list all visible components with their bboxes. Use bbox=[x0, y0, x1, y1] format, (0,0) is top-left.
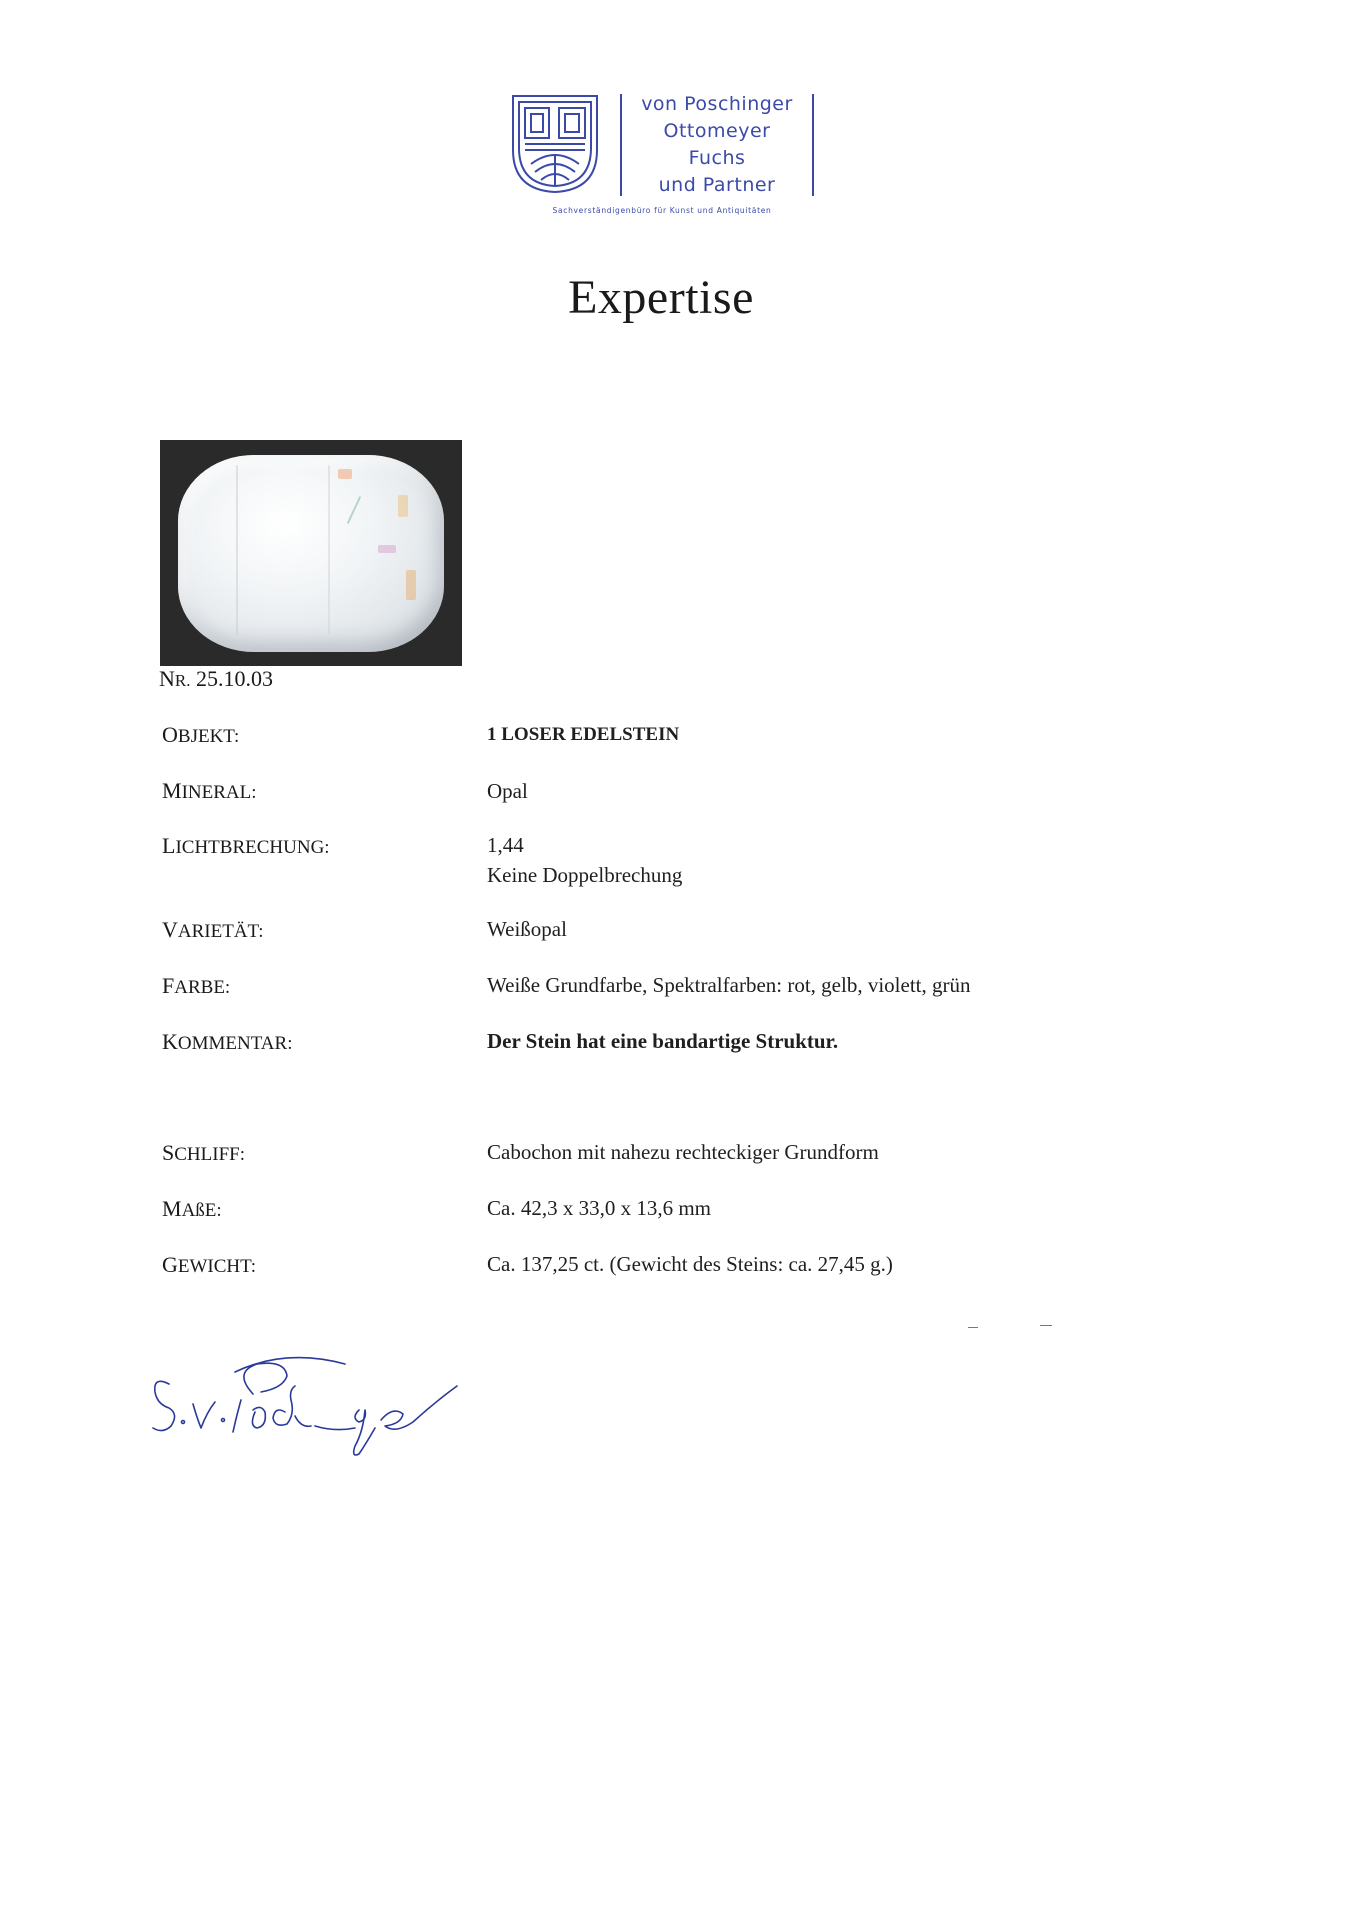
opal-stone bbox=[178, 455, 444, 652]
firm-tagline: Sachverständigenbüro für Kunst und Antiquitäten bbox=[552, 206, 772, 215]
value-kommentar: Der Stein hat eine bandartige Struktur. bbox=[487, 1029, 839, 1053]
band-line bbox=[328, 465, 330, 635]
value-line: Keine Doppelbrechung bbox=[487, 863, 683, 887]
value-farbe: Weiße Grundfarbe, Spektralfarben: rot, gelb, violett, grün bbox=[487, 973, 971, 997]
label-cap: K bbox=[162, 1029, 178, 1054]
play-of-color-spot bbox=[338, 469, 352, 479]
value-mineral: Opal bbox=[487, 779, 528, 803]
label-masse bbox=[162, 1196, 222, 1222]
number-prefix-cap: N bbox=[159, 666, 175, 691]
label-rest: OMMENTAR: bbox=[177, 1033, 293, 1054]
value-objekt: 1 LOSER EDELSTEIN bbox=[487, 724, 680, 745]
band-line bbox=[236, 465, 238, 635]
firm-line-1: von Poschinger bbox=[641, 93, 793, 115]
pofp-monogram-shield-icon bbox=[511, 94, 599, 194]
opal-cabochon-photo bbox=[160, 440, 462, 666]
label-lichtbrechung bbox=[162, 833, 330, 859]
value-varietaet: Weißopal bbox=[487, 917, 567, 941]
label-objekt bbox=[162, 722, 239, 748]
value-gewicht: Ca. 137,25 ct. (Gewicht des Steins: ca. 27,45 g.) bbox=[487, 1252, 893, 1276]
value-schliff: Cabochon mit nahezu rechteckiger Grundform bbox=[487, 1140, 879, 1164]
play-of-color-spot bbox=[398, 495, 408, 517]
label-rest: ARIETÄT: bbox=[177, 921, 264, 942]
value-line: 1,44 bbox=[487, 833, 524, 857]
label-rest: ARBE: bbox=[174, 977, 231, 998]
play-of-color-spot bbox=[406, 570, 416, 600]
label-cap: V bbox=[162, 917, 178, 942]
firm-logo bbox=[508, 94, 816, 224]
firm-line-4: und Partner bbox=[658, 174, 776, 196]
label-cap: M bbox=[162, 1196, 182, 1221]
value-lichtbrechung bbox=[487, 830, 682, 890]
label-rest: EWICHT: bbox=[177, 1256, 257, 1277]
label-cap: M bbox=[162, 778, 182, 803]
number-value: 25.10.03 bbox=[195, 666, 273, 691]
label-rest: ICHTBRECHUNG: bbox=[175, 837, 330, 858]
handwritten-signature bbox=[145, 1342, 525, 1472]
document-title: Expertise bbox=[568, 271, 754, 324]
label-cap: O bbox=[162, 722, 178, 747]
label-rest: INERAL: bbox=[181, 782, 257, 803]
document-number bbox=[159, 666, 273, 692]
play-of-color-spot bbox=[347, 496, 361, 524]
label-cap: S bbox=[162, 1140, 175, 1165]
label-rest: BJEKT: bbox=[177, 726, 240, 747]
scan-mark bbox=[968, 1327, 978, 1328]
label-cap: G bbox=[162, 1252, 178, 1277]
label-cap: L bbox=[162, 833, 176, 858]
label-mineral bbox=[162, 778, 257, 804]
firm-line-2: Ottomeyer bbox=[663, 120, 771, 142]
firm-name bbox=[620, 94, 814, 196]
number-prefix-rest: R. bbox=[174, 671, 191, 690]
label-rest: CHLIFF: bbox=[174, 1144, 245, 1165]
play-of-color-spot bbox=[378, 545, 396, 553]
firm-line-3: Fuchs bbox=[688, 147, 746, 169]
label-cap: F bbox=[162, 973, 175, 998]
label-farbe bbox=[162, 973, 230, 999]
label-varietaet bbox=[162, 917, 263, 943]
scan-mark bbox=[1040, 1325, 1052, 1326]
label-rest: AßE: bbox=[181, 1200, 222, 1221]
label-gewicht bbox=[162, 1252, 256, 1278]
value-masse: Ca. 42,3 x 33,0 x 13,6 mm bbox=[487, 1196, 711, 1220]
label-kommentar bbox=[162, 1029, 292, 1055]
label-schliff bbox=[162, 1140, 245, 1166]
